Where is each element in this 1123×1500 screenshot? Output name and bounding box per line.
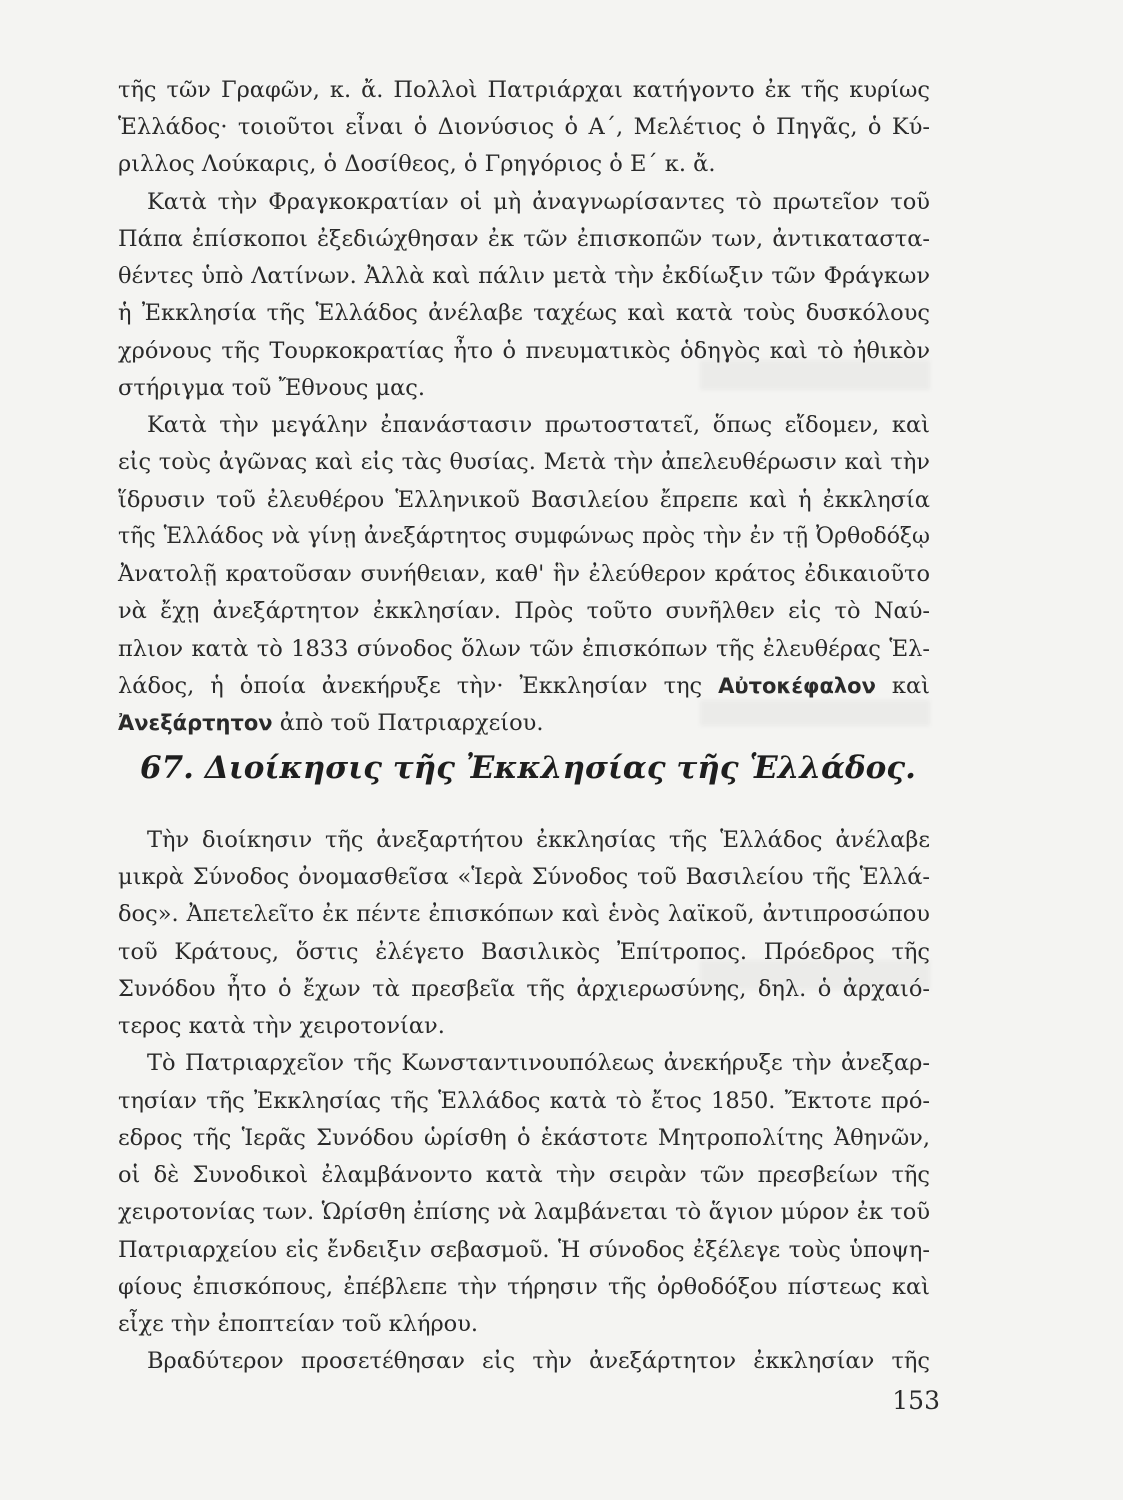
text-line: τοῦ Κράτους, ὅστις ἐλέγετο Βασιλικὸς Ἐπίτροπος. Πρόεδρος τῆς: [118, 939, 930, 965]
text-line: στήριγμα τοῦ Ἔθνους μας.: [118, 375, 426, 401]
text-line: ριλλος Λούκαρις, ὁ Δοσίθεος, ὁ Γρηγόριος ὁ Ε΄ κ. ἄ.: [118, 151, 716, 177]
text-run: λάδος, ἡ ὁποία ἀνεκήρυξε τὴν· Ἐκκλησίαν της: [118, 673, 719, 699]
text-line: Τὸ Πατριαρχεῖον τῆς Κωνσταντινουπόλεως ἀνεκήρυξε τὴν ἀνεξαρ-: [147, 1050, 930, 1076]
text-line: μικρὰ Σύνοδος ὀνομασθεῖσα «Ἱερὰ Σύνοδος τοῦ Βασιλείου τῆς Ἑλλά-: [118, 864, 930, 890]
text-line: Κατὰ τὴν Φραγκοκρατίαν οἱ μὴ ἀναγνωρίσαντες τὸ πρωτεῖον τοῦ: [147, 189, 930, 215]
text-line: νὰ ἔχῃ ἀνεξάρτητον ἐκκλησίαν. Πρὸς τοῦτο συνῆλθεν εἰς τὸ Ναύ-: [118, 598, 930, 624]
page-number: 153: [892, 1386, 940, 1415]
text-line: Πάπα ἐπίσκοποι ἐξεδιώχθησαν ἐκ τῶν ἐπισκοπῶν των, ἀντικαταστα-: [118, 226, 930, 252]
text-line: οἱ δὲ Συνοδικοὶ ἐλαμβάνοντο κατὰ τὴν σειρὰν τῶν πρεσβείων τῆς: [118, 1162, 930, 1188]
text-line: θέντες ὑπὸ Λατίνων. Ἀλλὰ καὶ πάλιν μετὰ τὴν ἐκδίωξιν τῶν Φράγκων: [118, 263, 930, 289]
text-line: Συνόδου ἦτο ὁ ἔχων τὰ πρεσβεῖα τῆς ἀρχιερωσύνης, δηλ. ὁ ἀρχαιό-: [118, 976, 930, 1002]
text-run: ἀπὸ τοῦ Πατριαρχείου.: [272, 710, 544, 736]
section-heading: 67. Διοίκησις τῆς Ἐκκλησίας τῆς Ἑλλάδος.: [140, 750, 916, 786]
text-line: Πατριαρχείου εἰς ἔνδειξιν σεβασμοῦ. Ἡ σύνοδος ἐξέλεγε τοὺς ὑποψη-: [118, 1237, 930, 1263]
text-line: [118, 668, 930, 704]
text-line: [118, 705, 930, 741]
text-line: Ἀνατολῇ κρατοῦσαν συνήθειαν, καθ' ἣν ἐλεύθερον κράτος ἐδικαιοῦτο: [118, 561, 930, 587]
text-line: τῆς τῶν Γραφῶν, κ. ἄ. Πολλοὶ Πατριάρχαι κατήγοντο ἐκ τῆς κυρίως: [118, 77, 930, 103]
bold-term-independent: Ἀνεξάρτητον: [118, 711, 273, 735]
text-line: χειροτονίας των. Ὡρίσθη ἐπίσης νὰ λαμβάνεται τὸ ἅγιον μύρον ἐκ τοῦ: [118, 1199, 930, 1225]
text-line: Τὴν διοίκησιν τῆς ἀνεξαρτήτου ἐκκλησίας τῆς Ἑλλάδος ἀνέλαβε: [147, 827, 930, 853]
text-line: Κατὰ τὴν μεγάλην ἐπανάστασιν πρωτοστατεῖ, ὅπως εἴδομεν, καὶ: [147, 412, 930, 438]
text-line: ἵδρυσιν τοῦ ἐλευθέρου Ἑλληνικοῦ Βασιλείου ἔπρεπε καὶ ἡ ἐκκλησία: [118, 487, 930, 513]
text-line: δος». Ἀπετελεῖτο ἐκ πέντε ἐπισκόπων καὶ ἑνὸς λαϊκοῦ, ἀντιπροσώπου: [118, 901, 930, 927]
text-line: εἶχε τὴν ἐποπτείαν τοῦ κλήρου.: [118, 1311, 479, 1337]
bold-term-autocephalous: Αὐτοκέφαλον: [718, 674, 876, 698]
text-line: πλιον κατὰ τὸ 1833 σύνοδος ὅλων τῶν ἐπισκόπων τῆς ἐλευθέρας Ἑλ-: [118, 636, 930, 662]
text-line: Βραδύτερον προσετέθησαν εἰς τὴν ἀνεξάρτητον ἐκκλησίαν τῆς: [147, 1348, 930, 1374]
text-line: τῆς Ἑλλάδος νὰ γίνῃ ἀνεξάρτητος συμφώνως πρὸς τὴν ἐν τῇ Ὀρθοδόξῳ: [118, 524, 930, 549]
text-line: ἡ Ἐκκλησία τῆς Ἑλλάδος ἀνέλαβε ταχέως καὶ κατὰ τοὺς δυσκόλους: [118, 300, 930, 326]
text-line: χρόνους τῆς Τουρκοκρατίας ἦτο ὁ πνευματικὸς ὁδηγὸς καὶ τὸ ἠθικὸν: [118, 338, 930, 364]
text-line: τησίαν τῆς Ἐκκλησίας τῆς Ἑλλάδος κατὰ τὸ ἔτος 1850. Ἔκτοτε πρό-: [118, 1088, 930, 1114]
text-line: φίους ἐπισκόπους, ἐπέβλεπε τὴν τήρησιν τῆς ὀρθοδόξου πίστεως καὶ: [118, 1274, 930, 1300]
text-line: εδρος τῆς Ἱερᾶς Συνόδου ὡρίσθη ὁ ἑκάστοτε Μητροπολίτης Ἀθηνῶν,: [118, 1125, 930, 1151]
text-line: Ἑλλάδος· τοιοῦτοι εἶναι ὁ Διονύσιος ὁ Α΄, Μελέτιος ὁ Πηγᾶς, ὁ Κύ-: [118, 114, 930, 140]
text-run: καὶ: [875, 673, 930, 699]
text-line: τερος κατὰ τὴν χειροτονίαν.: [118, 1013, 445, 1039]
text-line: εἰς τοὺς ἀγῶνας καὶ εἰς τὰς θυσίας. Μετὰ τὴν ἀπελευθέρωσιν καὶ τὴν: [118, 449, 930, 475]
